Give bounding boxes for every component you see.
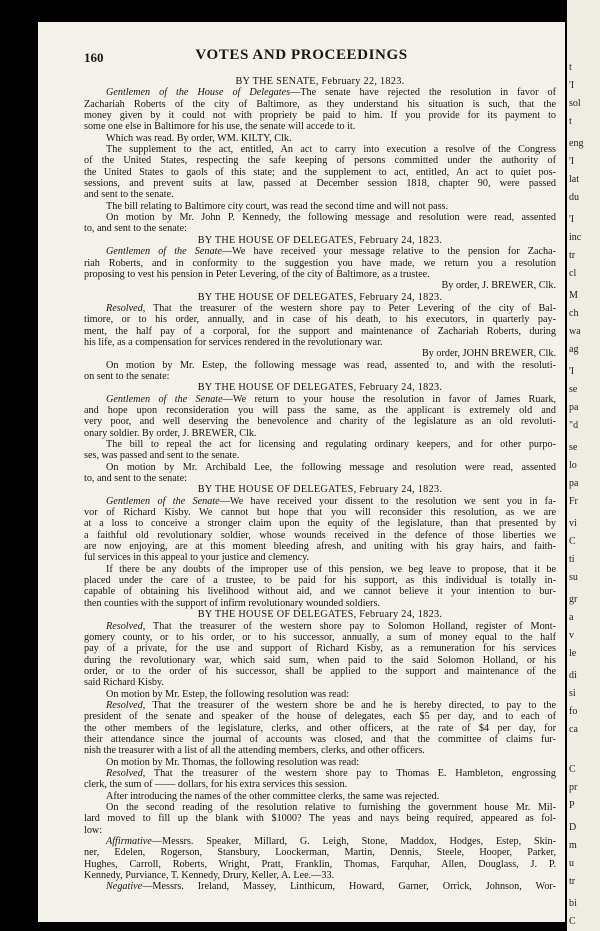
text-line: lard moved to fill up the blank with $1000? The yeas and nays being required, appeared as fol-	[84, 813, 556, 825]
text-line: The bill relating to Baltimore city court, was read the second time and will not pass.	[106, 200, 449, 212]
text-line: Resolved, That the treasurer of the western shore pay to Thomas E. Hambleton, engrossing	[106, 767, 556, 779]
text-line: said Richard Kisby.	[84, 677, 164, 689]
adjacent-page-fragment: C	[569, 536, 576, 547]
text-line: On motion by Mr. Thomas, the following resolution was read:	[106, 756, 360, 768]
text-line: clerk, the sum of —— dollars, for his extra services this session.	[84, 779, 348, 791]
text-line: sessions, and prevent suits at law, passed at December session 1818, chapter 90, were passed	[84, 178, 556, 190]
text-line: On the second reading of the resolution relative to furnishing the government house Mr. Mil-	[106, 802, 556, 813]
running-title: VOTES AND PROCEEDINGS	[195, 47, 408, 63]
text-line: Resolved, That the treasurer of the western shore be and he is hereby directed, to pay to the	[106, 699, 556, 711]
text-line: on sent to the senate:	[84, 370, 170, 382]
label-italic: Resolved	[106, 302, 143, 314]
adjacent-page-fragment: ag	[569, 344, 579, 355]
adjacent-page-fragment: ch	[569, 308, 579, 319]
label-italic: Gentlemen of the Senate	[106, 393, 223, 405]
adjacent-page-fragment: su	[569, 572, 578, 583]
text-line: placed under the care of a trustee, to be paid for his support, as this individual is totally in-	[84, 575, 556, 587]
label-italic: Resolved	[106, 620, 143, 632]
text-line: Hughes, Carroll, Roberts, Wright, Pratt, Franklin, Thomas, Farquhar, Allen, Douglass, J. P.	[84, 858, 556, 870]
text-line: On motion by Mr. John P. Kennedy, the following message and resolution were read, assented	[106, 212, 556, 224]
adjacent-page-fragment: sol	[569, 98, 581, 109]
text-line: Which was read. By order, WM. KILTY, Clk.	[106, 132, 292, 144]
adjacent-page-fragment: P	[569, 800, 575, 811]
adjacent-page-fragment: "d	[569, 420, 579, 431]
section-heading: BY THE HOUSE OF DELEGATES, February 24, 1823.	[197, 382, 443, 394]
text-line: the United States to gaols of this state; and the supplement to act, entitled, An act to quiet pos-	[84, 166, 556, 178]
label-italic: Resolved	[106, 699, 143, 711]
text-line: The supplement to the act, entitled, An act to carry into execution a resolve of the Congress	[106, 144, 556, 156]
text-line: then counties with the support of infirm revolutionary wounded soldiers.	[84, 597, 380, 609]
adjacent-page-fragment: 'I	[569, 366, 575, 377]
text-line: onary soldier. By order, J. BREWER, Clk.	[84, 427, 257, 439]
adjacent-page-edge	[567, 0, 600, 931]
adjacent-page-fragment: pr	[569, 782, 578, 793]
adjacent-page-fragment: si	[569, 688, 576, 699]
adjacent-page-fragment: C	[569, 916, 576, 927]
text-line: during the revolutionary war, which said sum, when paid to the said Solomon Holland, or his	[84, 654, 556, 666]
text-line: to, and sent to the senate:	[84, 473, 187, 485]
section-heading: BY THE HOUSE OF DELEGATES, February 24, 1823.	[197, 609, 443, 621]
adjacent-page-fragment: tr	[569, 876, 576, 887]
adjacent-page-fragment: cl	[569, 268, 577, 279]
text-line: president of the senate and speaker of the house of delegates, each $5 per day, and to each of	[84, 711, 556, 723]
text-line: nish the treasurer with a list of all the attending members, clerks, and other officers.	[84, 745, 425, 757]
text-line: very poor, and well deserving the benevolence and charity of the legislature as an old revoluti-	[84, 416, 556, 428]
text-line: Resolved, That the treasurer of the western shore pay to Solomon Holland, register of Mont-	[106, 620, 556, 632]
adjacent-page-fragment: pa	[569, 478, 579, 489]
adjacent-page-fragment: D	[569, 822, 577, 833]
adjacent-page-fragment: gr	[569, 594, 578, 605]
adjacent-page-fragment: t	[569, 116, 572, 127]
adjacent-page-fragment: v	[569, 630, 574, 641]
text-line: proposing to vest his pension in Peter Levering, of the city of Baltimore, as a trustee.	[84, 268, 430, 280]
text-line: Kennedy, Purviance, T. Kennedy, Drury, Keller, A. Lee.—33.	[84, 870, 335, 882]
text-line: vor of Richard Kisby. We cannot but hope that you will reconsider this resolution, as we are	[84, 507, 556, 519]
text-line: Gentlemen of the House of Delegates—The senate have rejected the resolution in favor of	[106, 87, 556, 99]
text-line: riah Roberts, and in conformity to the suggestion you have made, we return you a resolution	[84, 257, 556, 269]
adjacent-page-fragment: lat	[569, 174, 579, 185]
text-line: are now enjoying, are at this moment bleeding afresh, and uniting with his gray hairs, and faith-	[84, 541, 556, 553]
text-line: After introducing the names of the other committee clerks, the same was rejected.	[106, 790, 440, 802]
adjacent-page-fragment: ti	[569, 554, 575, 565]
text-line: ses, was passed and sent to the senate.	[84, 450, 240, 462]
adjacent-page-fragment: m	[569, 840, 577, 851]
text-line: gomery county, or to his order, or to his successor, annually, a sum of money equal to the half	[84, 631, 556, 643]
text-line: of the United States, respecting the safe keeping of persons committed under the authority of	[84, 155, 556, 167]
label-italic: Affirmative	[106, 836, 152, 848]
adjacent-page-fragment: du	[569, 192, 579, 203]
text-line: By order, JOHN BREWER, Clk.	[421, 348, 556, 360]
adjacent-page-fragment: le	[569, 648, 577, 659]
text-line: Negative—Messrs. Ireland, Massey, Linthicum, Howard, Garner, Orrick, Johnson, Wor-	[106, 881, 556, 893]
adjacent-page-fragment: di	[569, 670, 577, 681]
text-line: Resolved, That the treasurer of the western shore pay to Peter Levering of the city of Bal-	[106, 302, 556, 314]
adjacent-page-fragment: vi	[569, 518, 577, 529]
section-heading: BY THE HOUSE OF DELEGATES, February 24, 1823.	[197, 484, 443, 496]
label-italic: Gentlemen of the Senate	[106, 246, 222, 258]
body-text	[84, 76, 556, 893]
text-line: By order, J. BREWER, Clk.	[441, 280, 556, 292]
text-line: If there be any doubts of the improper use of this pension, we beg leave to propose, that it be	[106, 563, 556, 575]
text-line: Gentlemen of the Senate—We return to your house the resolution in favor of James Ruark,	[106, 393, 556, 405]
section-heading: BY THE HOUSE OF DELEGATES, February 24, 1823.	[197, 234, 443, 246]
text-line: to, and sent to the senate:	[84, 223, 187, 235]
adjacent-page-fragment: se	[569, 384, 578, 395]
text-line: timore, or to his order, annually, and in case of his death, to his executors, in quarterly pay-	[84, 314, 556, 326]
adjacent-page-fragment: M	[569, 290, 578, 301]
text-line: The bill to repeal the act for licensing and regulating ordinary keepers, and for other purpo-	[106, 439, 556, 450]
text-line: On motion by Mr. Estep, the following message was read, assented to, and with the resoluti-	[106, 359, 556, 371]
section-heading: BY THE SENATE, February 22, 1823.	[235, 76, 405, 87]
text-line: ner, Edelen, Rogerson, Stansbury, Loockerman, Martin, Dennis, Steele, Hooper, Parker,	[84, 847, 556, 859]
adjacent-page-fragment: tr	[569, 250, 576, 261]
text-line: low:	[84, 824, 103, 836]
adjacent-page-fragment: 'I	[569, 156, 575, 167]
adjacent-page-fragment: lo	[569, 460, 577, 471]
text-line: Zachariah Roberts of the city of Baltimore, as they understand his situation is such, that the	[84, 98, 556, 110]
text-line: the other members of the legislature, clerks, and other officers, at the rate of $4 per day, for	[84, 722, 556, 734]
text-line: and sent to the senate.	[84, 189, 174, 201]
text-line: capable of obtaining his livelihood without aid, and we cannot believe it your intention to bur-	[84, 586, 556, 598]
text-line: ment, the half pay of a corporal, for the support and maintenance of Zachariah Roberts, during	[84, 325, 556, 337]
adjacent-page-fragment: se	[569, 442, 578, 453]
text-line: On motion by Mr. Archibald Lee, the following message and resolution were read, assented	[106, 461, 556, 473]
adjacent-page-fragment: pa	[569, 402, 579, 413]
label-italic: Negative	[106, 881, 143, 893]
label-italic: Resolved	[106, 767, 143, 779]
text-line: and hope upon reconsideration you will pass the same, as the applicant is extremely old and	[84, 404, 556, 416]
label-italic: Gentlemen of the Senate	[106, 495, 220, 507]
text-line: some one else in Baltimore for his use, the senate will accede to it.	[84, 121, 356, 133]
adjacent-page-fragment: wa	[569, 326, 581, 337]
text-line: order, or to the order of his successor, shall be applied to the support and maintenance of the	[84, 665, 556, 677]
page-number: 160	[84, 50, 104, 65]
adjacent-page-fragment: u	[569, 858, 574, 869]
text-line: their attendance since the journal of accounts was closed, and that the committee of claims fur-	[84, 733, 556, 745]
adjacent-page-fragment: Fr	[569, 496, 578, 507]
text-line: Affirmative—Messrs. Speaker, Millard, G. Leigh, Stone, Maddox, Hodges, Estep, Skin-	[106, 836, 556, 848]
adjacent-page-fragment: 'I	[569, 80, 575, 91]
adjacent-page-fragment: fo	[569, 706, 578, 717]
text-line: Gentlemen of the Senate—We have received your dissent to the resolution we sent you in fa-	[106, 495, 556, 507]
adjacent-page-fragment: bi	[569, 898, 577, 909]
text-line: On motion by Mr. Estep, the following resolution was read:	[106, 688, 350, 700]
adjacent-page-fragment: a	[569, 612, 574, 623]
adjacent-page-fragment: ca	[569, 724, 578, 735]
text-line: Gentlemen of the Senate—We have received your message relative to the pension for Zacha-	[106, 246, 556, 258]
document-page	[38, 22, 565, 922]
section-heading: BY THE HOUSE OF DELEGATES, February 24, 1823.	[197, 291, 443, 303]
label-italic: Gentlemen of the House of Delegates	[106, 87, 291, 99]
adjacent-page-fragment	[567, 746, 600, 764]
adjacent-page-fragment: t	[569, 62, 572, 73]
text-line: money given by it could not with propriety be paid to him. If you provide for its payment to	[84, 110, 556, 122]
text-line: ful services in this appeal to your justice and clemency.	[84, 552, 310, 564]
adjacent-page-fragment: 'I	[569, 214, 575, 225]
adjacent-page-fragment: eng	[569, 138, 584, 149]
text-line: pay of a private, for the use and support of Richard Kisby, as a remuneration for his services	[84, 643, 556, 655]
text-line: a faithful old revolutionary soldier, whose wounds received in the defence of those liberties we	[84, 529, 556, 541]
text-line: at a loss to conceive a stronger claim upon the equity of the legislature, than that presented by	[84, 518, 556, 530]
adjacent-page-fragment: inc	[569, 232, 582, 243]
text-line: his life, as a compensation for services rendered in the revolutionary war.	[84, 336, 383, 348]
adjacent-page-fragment: C	[569, 764, 576, 775]
